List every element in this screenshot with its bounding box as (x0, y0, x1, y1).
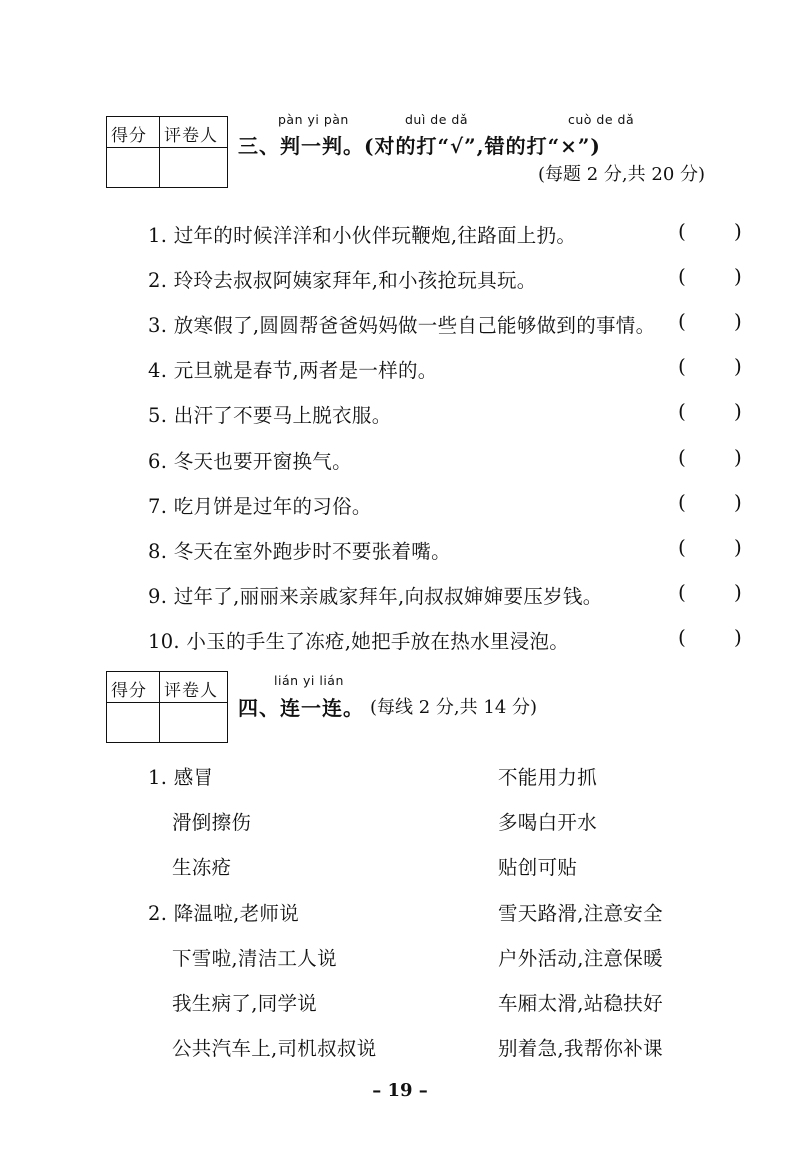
question-text: 10. 小玉的手生了冻疮,她把手放在热水里浸泡。 (148, 630, 570, 653)
connect-left-item[interactable]: 2. 降温啦,老师说 (148, 902, 300, 925)
pinyin-pan-yi-pan: pàn yi pàn (278, 112, 349, 127)
question-text: 3. 放寒假了,圆圆帮爸爸妈妈做一些自己能够做到的事情。 (148, 314, 656, 337)
section3-title: 三、判一判。(对的打“√”,错的打“×”) (238, 134, 601, 158)
connect-left-item[interactable]: 1. 感冒 (148, 766, 214, 789)
answer-paren-open[interactable]: ( (678, 445, 686, 469)
score-box-section4 (106, 671, 228, 743)
answer-paren-close[interactable]: ) (734, 399, 742, 423)
answer-paren-close[interactable]: ) (734, 535, 742, 559)
grader-label: 评卷人 (164, 126, 218, 146)
connect-left-item[interactable]: 生冻疮 (172, 856, 232, 879)
score-label: 得分 (111, 126, 147, 146)
connect-right-item[interactable]: 多喝白开水 (498, 811, 598, 834)
answer-paren-open[interactable]: ( (678, 219, 686, 243)
connect-left-item[interactable]: 我生病了,同学说 (172, 992, 318, 1015)
answer-paren-close[interactable]: ) (734, 309, 742, 333)
answer-paren-close[interactable]: ) (734, 580, 742, 604)
connect-right-item[interactable]: 贴创可贴 (498, 856, 578, 879)
answer-paren-close[interactable]: ) (734, 264, 742, 288)
connect-right-item[interactable]: 车厢太滑,站稳扶好 (498, 992, 663, 1015)
question-text: 8. 冬天在室外跑步时不要张着嘴。 (148, 540, 451, 563)
question-text: 6. 冬天也要开窗换气。 (148, 450, 352, 473)
score-box-section3 (106, 116, 228, 188)
question-text: 2. 玲玲去叔叔阿姨家拜年,和小孩抢玩具玩。 (148, 269, 537, 292)
section4-score-note: (每线 2 分,共 14 分) (370, 697, 538, 718)
page-number: – 19 – (372, 1080, 428, 1101)
section3-score-note: (每题 2 分,共 20 分) (538, 164, 706, 185)
question-text: 5. 出汗了不要马上脱衣服。 (148, 404, 392, 427)
question-text: 9. 过年了,丽丽来亲戚家拜年,向叔叔婶婶要压岁钱。 (148, 585, 603, 608)
score-label: 得分 (111, 681, 147, 701)
connect-right-item[interactable]: 雪天路滑,注意安全 (498, 902, 663, 925)
answer-paren-close[interactable]: ) (734, 219, 742, 243)
connect-left-item[interactable]: 滑倒擦伤 (172, 811, 252, 834)
connect-right-item[interactable]: 户外活动,注意保暖 (498, 947, 663, 970)
question-text: 7. 吃月饼是过年的习俗。 (148, 495, 372, 518)
pinyin-lian-yi-lian: lián yi lián (274, 673, 344, 688)
answer-paren-open[interactable]: ( (678, 535, 686, 559)
answer-paren-open[interactable]: ( (678, 580, 686, 604)
pinyin-dui-de-da: duì de dǎ (405, 112, 468, 127)
answer-paren-close[interactable]: ) (734, 490, 742, 514)
answer-paren-open[interactable]: ( (678, 264, 686, 288)
question-text: 4. 元旦就是春节,两者是一样的。 (148, 359, 438, 382)
answer-paren-open[interactable]: ( (678, 309, 686, 333)
question-text: 1. 过年的时候洋洋和小伙伴玩鞭炮,往路面上扔。 (148, 224, 577, 247)
pinyin-cuo-de-da: cuò de dǎ (568, 112, 635, 127)
answer-paren-open[interactable]: ( (678, 625, 686, 649)
grader-label: 评卷人 (164, 681, 218, 701)
connect-right-item[interactable]: 别着急,我帮你补课 (498, 1037, 663, 1060)
answer-paren-open[interactable]: ( (678, 490, 686, 514)
connect-left-item[interactable]: 下雪啦,清洁工人说 (172, 947, 337, 970)
connect-left-item[interactable]: 公共汽车上,司机叔叔说 (172, 1037, 377, 1060)
answer-paren-close[interactable]: ) (734, 625, 742, 649)
answer-paren-open[interactable]: ( (678, 354, 686, 378)
answer-paren-close[interactable]: ) (734, 445, 742, 469)
section4-title: 四、连一连。 (238, 696, 364, 720)
answer-paren-open[interactable]: ( (678, 399, 686, 423)
connect-right-item[interactable]: 不能用力抓 (498, 766, 598, 789)
answer-paren-close[interactable]: ) (734, 354, 742, 378)
